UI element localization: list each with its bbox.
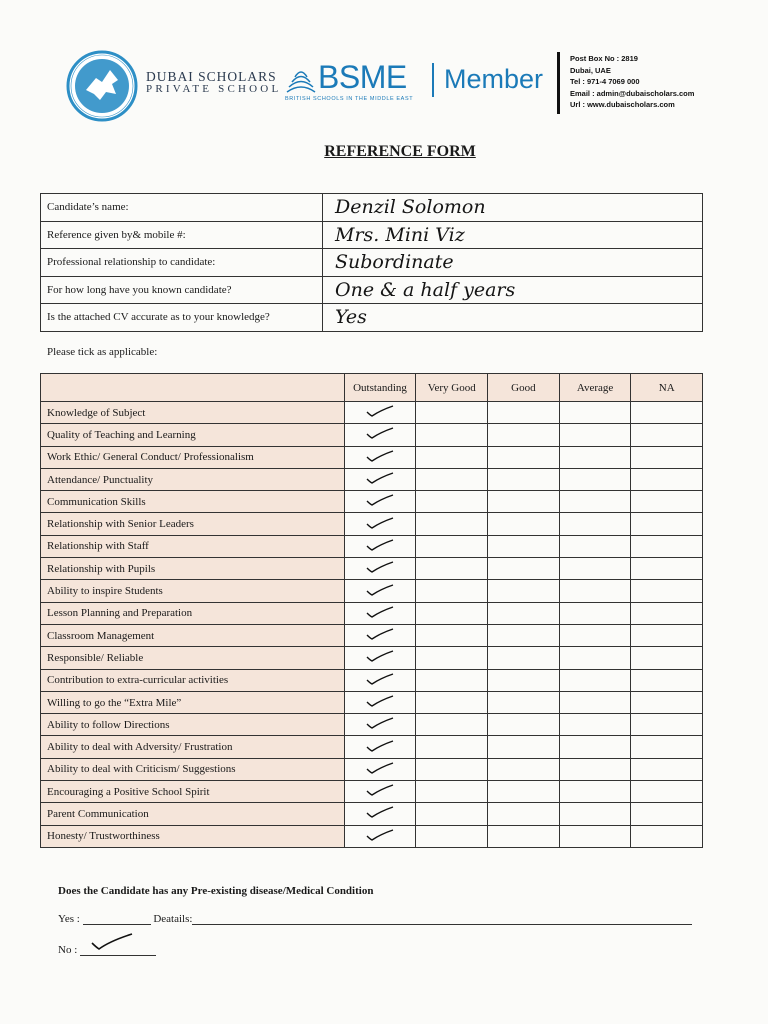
- rating-cell[interactable]: [416, 558, 488, 580]
- rating-cell[interactable]: [559, 825, 631, 847]
- rating-cell[interactable]: [344, 669, 416, 691]
- rating-cell[interactable]: [344, 491, 416, 513]
- rating-cell[interactable]: [559, 535, 631, 557]
- rating-cell[interactable]: [559, 691, 631, 713]
- school-crest-logo: [66, 50, 138, 122]
- checkmark-icon: [365, 449, 395, 463]
- rating-cell[interactable]: [344, 424, 416, 446]
- contact-block: [570, 53, 694, 111]
- checkmark-icon: [365, 627, 395, 641]
- rating-cell[interactable]: [559, 402, 631, 424]
- checkmark-icon: [365, 672, 395, 686]
- rating-cell[interactable]: [559, 669, 631, 691]
- checkmark-icon: [365, 605, 395, 619]
- table-row: [41, 825, 703, 847]
- criterion-label: Work Ethic/ General Conduct/ Professionalism: [41, 446, 345, 468]
- rating-cell[interactable]: [416, 803, 488, 825]
- rating-cell[interactable]: [344, 714, 416, 736]
- no-label: No :: [58, 944, 78, 956]
- rating-cell[interactable]: [344, 402, 416, 424]
- criterion-label: Knowledge of Subject: [41, 402, 345, 424]
- rating-cell[interactable]: [631, 580, 703, 602]
- rating-cell[interactable]: [559, 491, 631, 513]
- rating-cell[interactable]: [488, 602, 560, 624]
- table-row: [41, 714, 703, 736]
- medical-question: Does the Candidate has any Pre-existing disease/Medical Condition: [58, 885, 374, 897]
- checkmark-icon: [365, 805, 395, 819]
- rating-cell[interactable]: [559, 781, 631, 803]
- criterion-label: Parent Communication: [41, 803, 345, 825]
- criterion-label: Willing to go the “Extra Mile”: [41, 691, 345, 713]
- rating-cell[interactable]: [631, 513, 703, 535]
- checkmark-icon: [365, 583, 395, 597]
- criterion-label: Ability to follow Directions: [41, 714, 345, 736]
- rating-cell[interactable]: [488, 736, 560, 758]
- no-field[interactable]: [80, 941, 156, 956]
- rating-cell[interactable]: [344, 825, 416, 847]
- checkmark-icon: [365, 783, 395, 797]
- rating-cell[interactable]: [559, 468, 631, 490]
- checkmark-icon: [365, 471, 395, 485]
- table-row: [41, 468, 703, 490]
- rating-cell[interactable]: [631, 535, 703, 557]
- table-row: [41, 276, 703, 304]
- rating-cell[interactable]: [344, 781, 416, 803]
- candidate-info-table: [40, 193, 703, 332]
- rating-cell[interactable]: [488, 491, 560, 513]
- table-row: [41, 758, 703, 780]
- rating-cell[interactable]: [631, 624, 703, 646]
- rating-cell[interactable]: [631, 714, 703, 736]
- rating-cell[interactable]: [488, 669, 560, 691]
- contact-line: Dubai, UAE: [570, 65, 611, 75]
- rating-cell[interactable]: [631, 781, 703, 803]
- rating-cell[interactable]: [488, 714, 560, 736]
- contact-line: Post Box No : 2819: [570, 54, 638, 63]
- rating-cell[interactable]: [559, 714, 631, 736]
- rating-cell[interactable]: [416, 424, 488, 446]
- checkmark-icon: [365, 828, 395, 842]
- column-header: Outstanding: [344, 374, 416, 402]
- rating-cell[interactable]: [416, 468, 488, 490]
- rating-cell[interactable]: [488, 446, 560, 468]
- table-row: [41, 691, 703, 713]
- rating-cell[interactable]: [559, 803, 631, 825]
- criterion-label: Ability to deal with Adversity/ Frustration: [41, 736, 345, 758]
- contact-line: Tel : 971-4 7069 000: [570, 77, 640, 86]
- header-divider: [557, 52, 560, 114]
- medical-no-line: [58, 941, 156, 956]
- rating-cell[interactable]: [344, 602, 416, 624]
- rating-cell[interactable]: [559, 602, 631, 624]
- rating-cell[interactable]: [488, 513, 560, 535]
- column-header: NA: [631, 374, 703, 402]
- checkmark-icon: [365, 716, 395, 730]
- rating-cell[interactable]: [559, 758, 631, 780]
- rating-cell[interactable]: [559, 624, 631, 646]
- school-name: DUBAI SCHOLARS PRIVATE SCHOOL: [146, 69, 282, 95]
- table-row: [41, 424, 703, 446]
- rating-cell[interactable]: [416, 602, 488, 624]
- checkmark-icon: [365, 761, 395, 775]
- rating-cell[interactable]: [344, 758, 416, 780]
- tick-instruction: Please tick as applicable:: [47, 346, 158, 358]
- rating-cell[interactable]: [344, 513, 416, 535]
- checkmark-icon: [90, 931, 134, 953]
- rating-cell[interactable]: [559, 446, 631, 468]
- rating-cell[interactable]: [488, 803, 560, 825]
- rating-cell[interactable]: [631, 491, 703, 513]
- criterion-label: Responsible/ Reliable: [41, 647, 345, 669]
- column-header: Average: [559, 374, 631, 402]
- rating-cell[interactable]: [631, 468, 703, 490]
- details-label: Deatails:: [153, 913, 193, 925]
- rating-cell[interactable]: [559, 580, 631, 602]
- rating-cell[interactable]: [631, 424, 703, 446]
- rating-cell[interactable]: [416, 624, 488, 646]
- table-row: [41, 194, 703, 222]
- criterion-label: Relationship with Senior Leaders: [41, 513, 345, 535]
- rating-cell[interactable]: [631, 669, 703, 691]
- rating-cell[interactable]: [416, 714, 488, 736]
- rating-cell[interactable]: [559, 558, 631, 580]
- rating-cell[interactable]: [344, 736, 416, 758]
- criterion-label: Encouraging a Positive School Spirit: [41, 781, 345, 803]
- rating-cell[interactable]: [344, 624, 416, 646]
- table-row: [41, 602, 703, 624]
- rating-cell[interactable]: [488, 558, 560, 580]
- rating-cell[interactable]: [488, 580, 560, 602]
- table-row: [41, 491, 703, 513]
- criterion-label: Ability to inspire Students: [41, 580, 345, 602]
- rating-table: [40, 373, 703, 848]
- rating-cell[interactable]: [344, 647, 416, 669]
- rating-cell[interactable]: [631, 803, 703, 825]
- rating-cell[interactable]: [631, 736, 703, 758]
- rating-cell[interactable]: [488, 535, 560, 557]
- rating-cell[interactable]: [631, 647, 703, 669]
- rating-cell[interactable]: [416, 825, 488, 847]
- rating-cell[interactable]: [416, 513, 488, 535]
- rating-cell[interactable]: [416, 446, 488, 468]
- rating-cell[interactable]: [559, 513, 631, 535]
- rating-cell[interactable]: [416, 781, 488, 803]
- info-answer[interactable]: Mrs. Mini Viz: [323, 221, 703, 249]
- medical-yes-line: [58, 913, 692, 925]
- bsme-subtitle: BRITISH SCHOOLS IN THE MIDDLE EAST: [285, 96, 414, 102]
- info-question: For how long have you known candidate?: [41, 276, 323, 304]
- criterion-label: Contribution to extra-curricular activities: [41, 669, 345, 691]
- table-row: [41, 558, 703, 580]
- info-answer[interactable]: One & a half years: [323, 276, 703, 304]
- logo-divider: [432, 63, 434, 97]
- criteria-header: [41, 374, 345, 402]
- checkmark-icon: [365, 649, 395, 663]
- criterion-label: Communication Skills: [41, 491, 345, 513]
- rating-cell[interactable]: [344, 691, 416, 713]
- member-label: Member: [444, 64, 544, 94]
- table-row: [41, 402, 703, 424]
- criterion-label: Attendance/ Punctuality: [41, 468, 345, 490]
- bsme-book-icon: [285, 62, 317, 96]
- rating-cell[interactable]: [488, 825, 560, 847]
- checkmark-icon: [365, 739, 395, 753]
- rating-cell[interactable]: [559, 647, 631, 669]
- info-answer[interactable]: Denzil Solomon: [323, 194, 703, 222]
- rating-cell[interactable]: [344, 580, 416, 602]
- checkmark-icon: [365, 404, 395, 418]
- table-row: [41, 535, 703, 557]
- rating-cell[interactable]: [559, 424, 631, 446]
- rating-cell[interactable]: [344, 468, 416, 490]
- column-header: Good: [488, 374, 560, 402]
- info-question: Professional relationship to candidate:: [41, 249, 323, 277]
- criterion-label: Honesty/ Trustworthiness: [41, 825, 345, 847]
- rating-header-row: [41, 374, 703, 402]
- table-row: [41, 446, 703, 468]
- rating-cell[interactable]: [488, 402, 560, 424]
- rating-cell[interactable]: [416, 758, 488, 780]
- rating-cell[interactable]: [488, 781, 560, 803]
- checkmark-icon: [365, 538, 395, 552]
- yes-label: Yes :: [58, 913, 80, 925]
- details-field[interactable]: [192, 924, 692, 925]
- rating-cell[interactable]: [416, 691, 488, 713]
- checkmark-icon: [365, 516, 395, 530]
- rating-cell[interactable]: [488, 647, 560, 669]
- checkmark-icon: [365, 426, 395, 440]
- rating-cell[interactable]: [559, 736, 631, 758]
- rating-cell[interactable]: [416, 647, 488, 669]
- rating-cell[interactable]: [344, 446, 416, 468]
- form-title: REFERENCE FORM: [324, 143, 476, 160]
- bsme-logo-text: BSME: [318, 59, 407, 95]
- table-row: [41, 221, 703, 249]
- rating-cell[interactable]: [488, 624, 560, 646]
- rating-cell[interactable]: [631, 558, 703, 580]
- table-row: [41, 669, 703, 691]
- table-row: [41, 304, 703, 332]
- rating-cell[interactable]: [416, 402, 488, 424]
- table-row: [41, 647, 703, 669]
- table-row: [41, 580, 703, 602]
- table-row: [41, 624, 703, 646]
- criterion-label: Relationship with Pupils: [41, 558, 345, 580]
- checkmark-icon: [365, 493, 395, 507]
- rating-cell[interactable]: [416, 736, 488, 758]
- criterion-label: Quality of Teaching and Learning: [41, 424, 345, 446]
- rating-cell[interactable]: [488, 691, 560, 713]
- criterion-label: Lesson Planning and Preparation: [41, 602, 345, 624]
- rating-cell[interactable]: [631, 602, 703, 624]
- table-row: [41, 249, 703, 277]
- rating-cell[interactable]: [344, 535, 416, 557]
- info-answer[interactable]: Yes: [323, 304, 703, 332]
- rating-cell[interactable]: [488, 424, 560, 446]
- table-row: [41, 736, 703, 758]
- rating-cell[interactable]: [488, 468, 560, 490]
- table-row: [41, 513, 703, 535]
- info-answer[interactable]: Subordinate: [323, 249, 703, 277]
- table-row: [41, 803, 703, 825]
- rating-cell[interactable]: [416, 669, 488, 691]
- contact-line: Url : www.dubaischolars.com: [570, 100, 675, 109]
- rating-cell[interactable]: [631, 402, 703, 424]
- rating-cell[interactable]: [416, 491, 488, 513]
- column-header: Very Good: [416, 374, 488, 402]
- criterion-label: Relationship with Staff: [41, 535, 345, 557]
- rating-cell[interactable]: [416, 535, 488, 557]
- checkmark-icon: [365, 560, 395, 574]
- rating-cell[interactable]: [631, 758, 703, 780]
- contact-line: Email : admin@dubaischolars.com: [570, 88, 695, 98]
- rating-cell[interactable]: [631, 446, 703, 468]
- rating-cell[interactable]: [488, 758, 560, 780]
- criterion-label: Classroom Management: [41, 624, 345, 646]
- rating-cell[interactable]: [344, 558, 416, 580]
- info-question: Candidate’s name:: [41, 194, 323, 222]
- table-row: [41, 781, 703, 803]
- checkmark-icon: [365, 694, 395, 708]
- criterion-label: Ability to deal with Criticism/ Suggestions: [41, 758, 345, 780]
- info-question: Reference given by& mobile #:: [41, 221, 323, 249]
- rating-cell[interactable]: [344, 803, 416, 825]
- rating-cell[interactable]: [631, 825, 703, 847]
- info-question: Is the attached CV accurate as to your knowledge?: [41, 304, 323, 332]
- yes-field[interactable]: [83, 924, 151, 925]
- rating-cell[interactable]: [631, 691, 703, 713]
- rating-cell[interactable]: [416, 580, 488, 602]
